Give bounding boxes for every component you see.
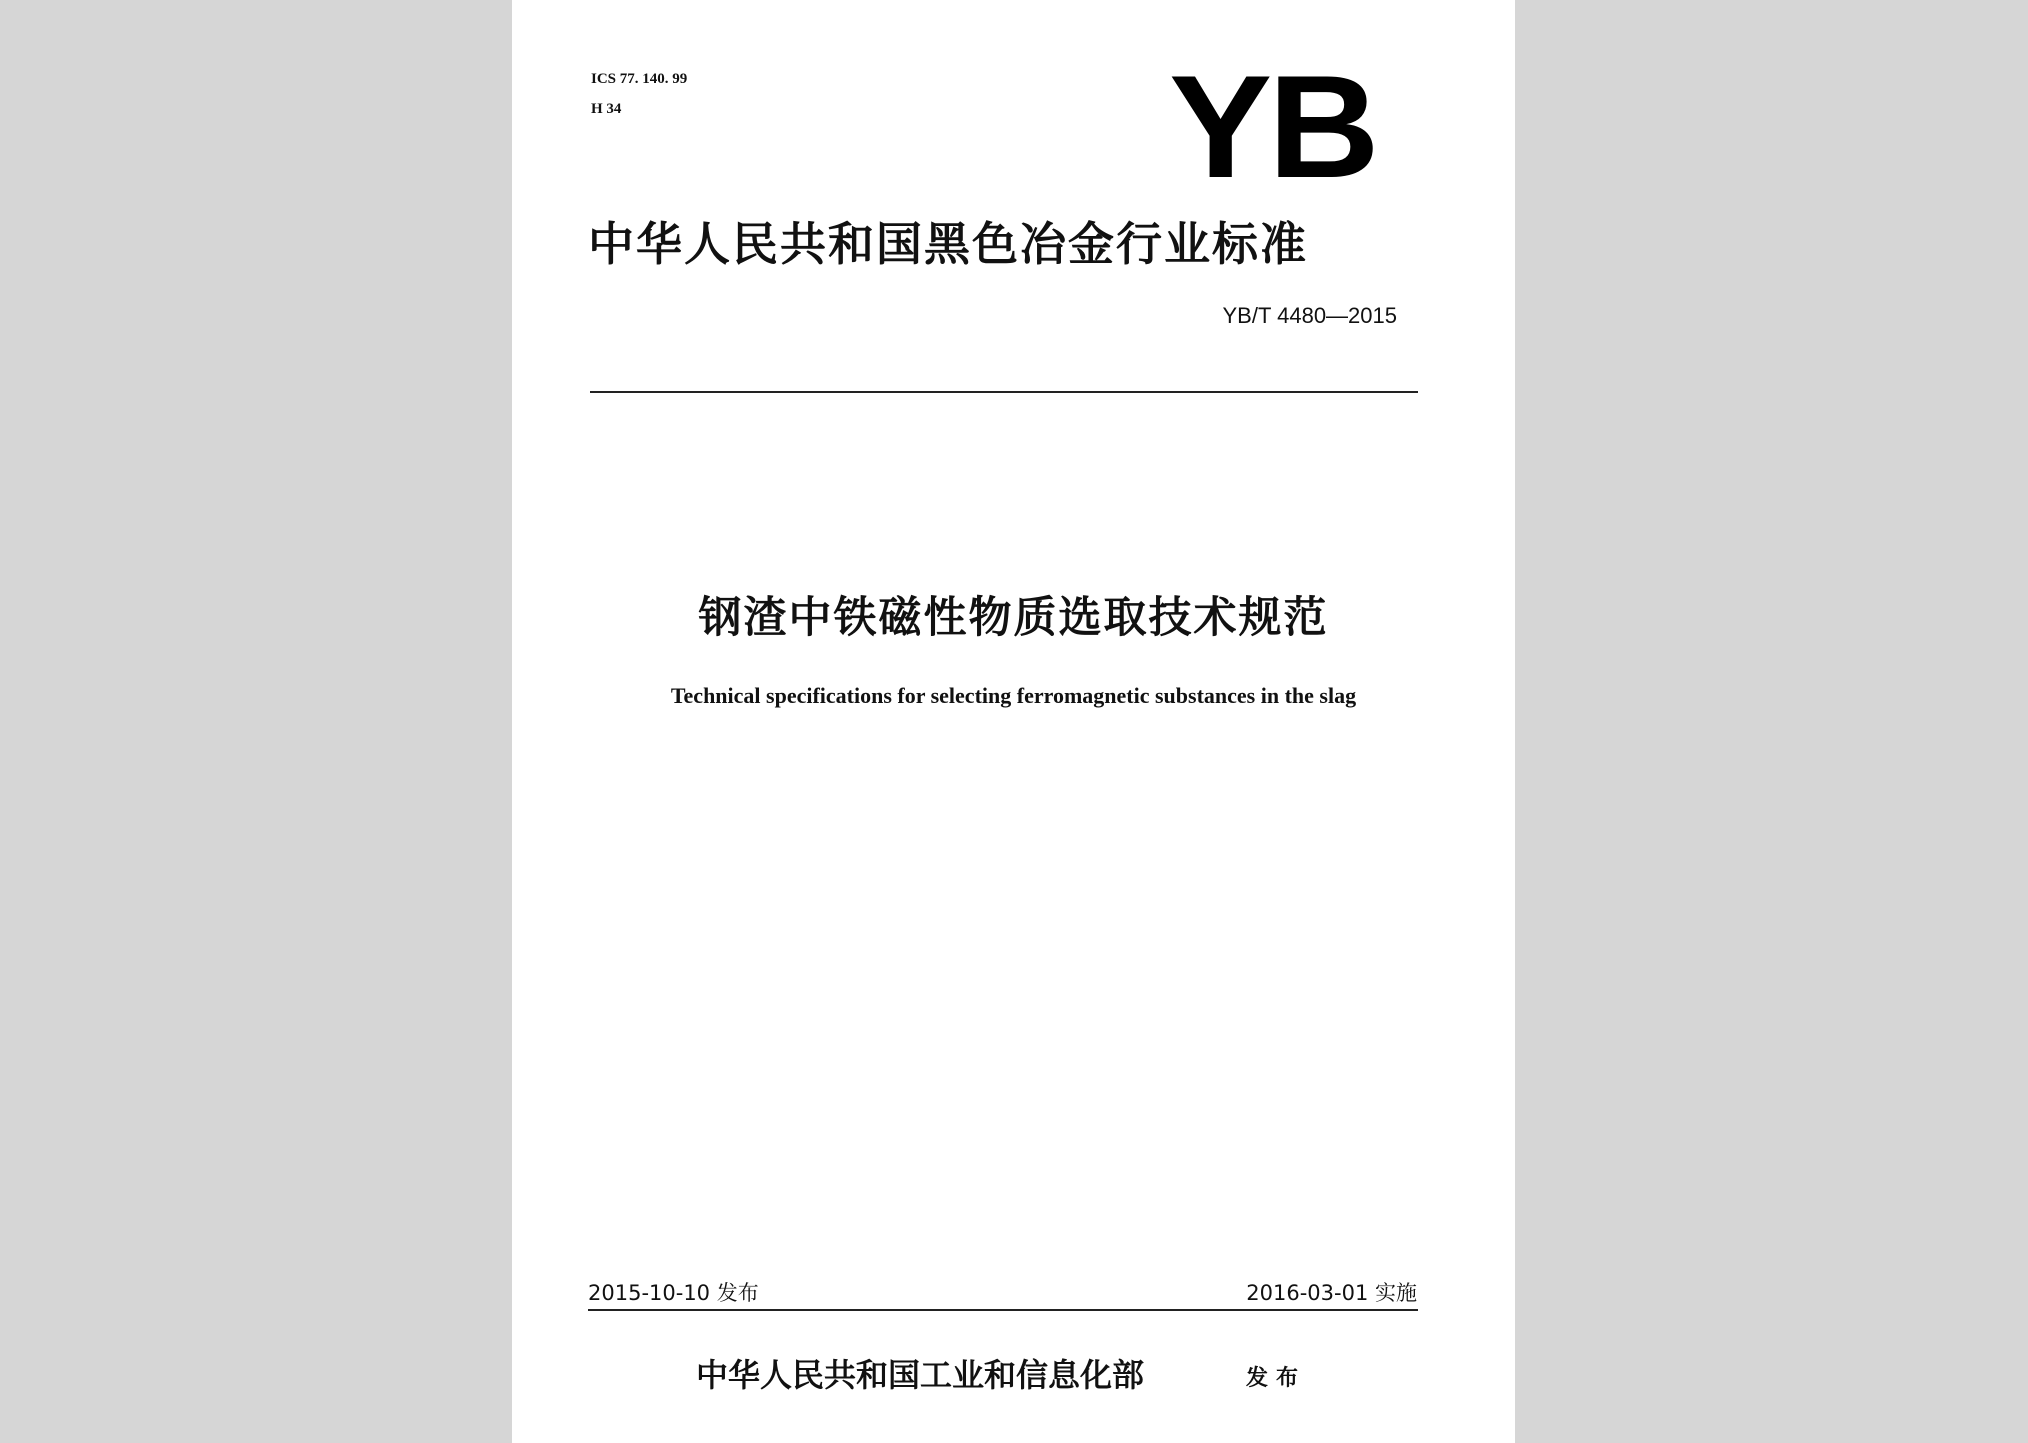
classification-codes — [591, 64, 687, 124]
publish-label: 发布 — [1246, 1366, 1307, 1391]
bottom-divider — [588, 1309, 1418, 1311]
standard-number: YB/T 4480—2015 — [1222, 303, 1397, 328]
document-page — [512, 0, 1515, 1443]
yb-logo: YB — [1169, 45, 1376, 208]
implementation-date: 2016-03-01 实施 — [1246, 1281, 1417, 1305]
ics-code: ICS 77. 140. 99 — [591, 71, 688, 87]
ccs-code: H 34 — [591, 101, 622, 117]
standard-category-title: 中华人民共和国黑色冶金行业标准 — [588, 217, 1308, 271]
document-title-english: Technical specifications for selecting ferromagnetic substances in the slag — [670, 683, 1357, 708]
top-divider — [590, 391, 1418, 393]
document-title-chinese: 钢渣中铁磁性物质选取技术规范 — [698, 593, 1329, 643]
issue-date: 2015-10-10 发布 — [588, 1281, 759, 1305]
publisher-name: 中华人民共和国工业和信息化部 — [696, 1356, 1145, 1394]
